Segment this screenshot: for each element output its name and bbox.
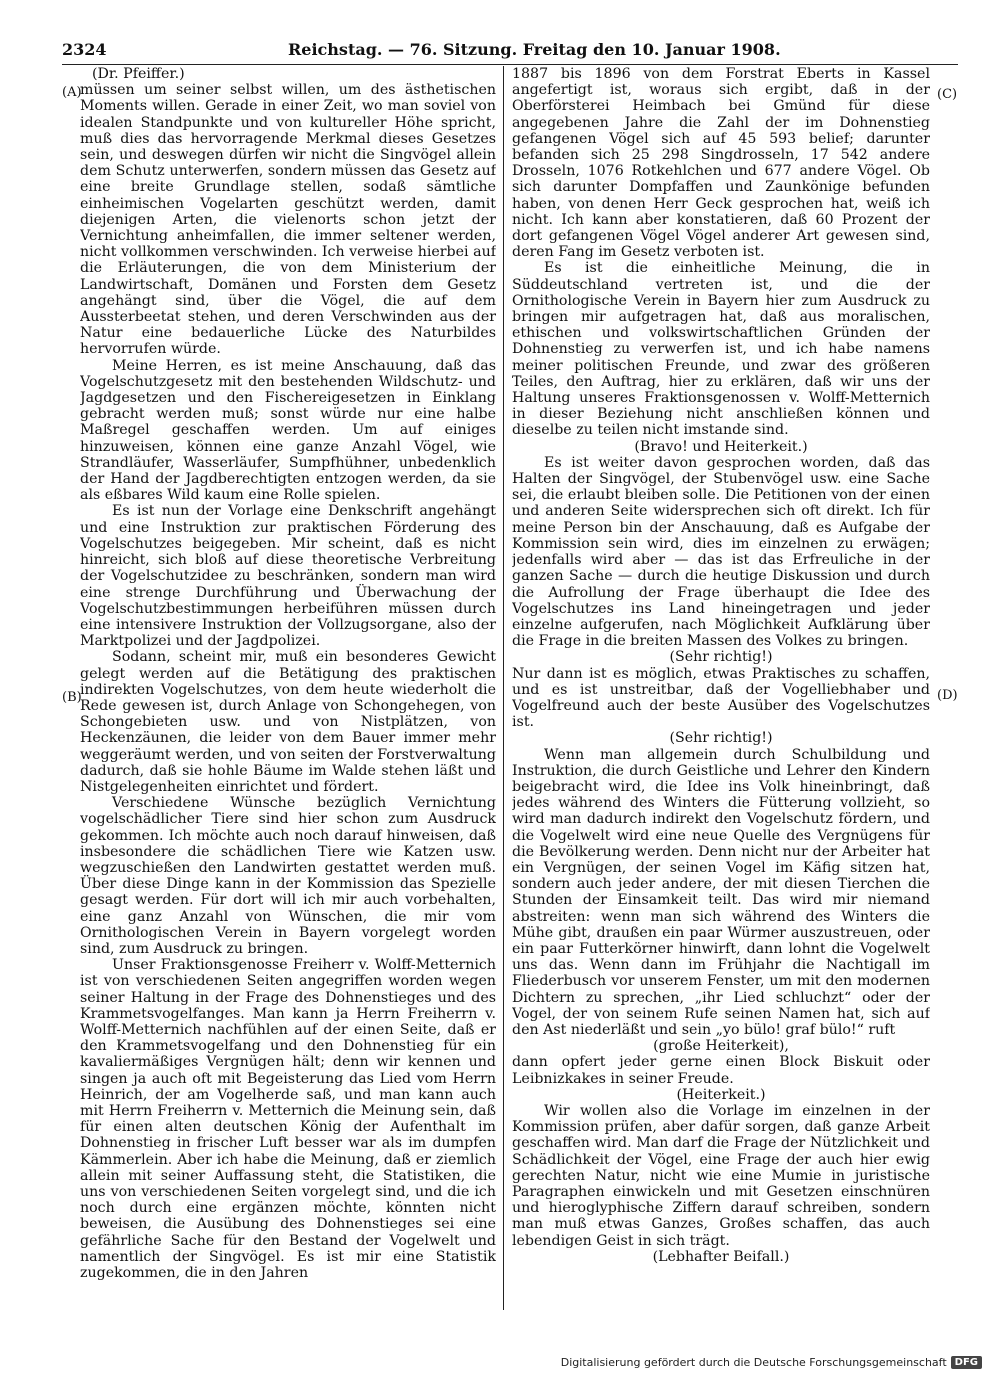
- paragraph: müssen um seiner selbst willen, um des ästhetischen Moments willen. Gerade in einer Zeit, wo man soviel von idealen Standpunkte und von kultureller Höhe spricht, muß dies das hervorragende Merkmal dieses Gesetzes sein, und deswegen dürfen wir nicht die Singvögel allein dem Schutz unterwerfen, sondern müssen das Gesetz auf eine breite Grundlage stellen, sodaß sämtliche einheimischen Vogelarten geschützt werden, damit diejenigen Arten, die vielenorts schon jetzt der Vernichtung anheimfallen, die immer seltener werden, nicht vollkommen verschwinden. Ich verweise hierbei auf die Erläuterungen, die von dem Ministerium der Landwirtschaft, Domänen und Forsten dem Gesetz angehängt sind, über die Vögel, die auf dem Aussterbeetat stehen, und deren Verschwinden aus der Natur eine bedauerliche Lücke des Naturbildes hervorrufen würde.: [80, 82, 496, 358]
- paragraph: Nur dann ist es möglich, etwas Praktisches zu schaffen, und es ist unstreitbar, daß der Vogelliebhaber und Vogelfreund auch der beste Ausüber des Vogelschutzes ist.: [512, 665, 930, 731]
- right-text-column: [512, 66, 930, 1310]
- margin-marker-a: (A): [62, 85, 82, 100]
- page-title: Reichstag. — 76. Sitzung. Freitag den 10. Januar 1908.: [288, 40, 781, 59]
- page-footer: [561, 1356, 982, 1369]
- paragraph: Es ist die einheitliche Meinung, die in Süddeutschland vertreten ist, und die der Ornithologische Verein in Bayern hier zum Ausdruck zu bringen mir aufgetragen hat, daß aus moralischen, ethischen und volkswirtschaftlichen Gründen der Dohnenstieg zu verwerfen ist, und ich habe namens meiner politischen Freunde, und zwar des größeren Teiles, den Auftrag, hier zu erklären, daß wir uns der Haltung unseres Fraktionsgenossen v. Wolff-Metternich in dieser Beziehung nicht anschließen können und dieselbe zu teilen nicht imstande sind.: [512, 260, 930, 439]
- left-text-column: [80, 66, 496, 1310]
- paragraph: Sodann, scheint mir, muß ein besonderes Gewicht gelegt werden auf die Betätigung des praktischen indirekten Vogelschutzes, von dem heute wiederholt die Rede gewesen ist, durch Anlage von Schongehegen, von Schongebieten usw. und von Nistplätzen, von Heckenzäunen, die leider von dem Bauer immer mehr weggeräumt werden, und von seiten der Forstverwaltung dadurch, daß sie hohle Bäume im Walde stehen läßt und Nistgelegenheiten einrichtet und fördert.: [80, 649, 496, 795]
- margin-marker-c: (C): [937, 87, 958, 102]
- interjection: (Lebhafter Beifall.): [652, 1248, 790, 1265]
- margin-marker-d: (D): [937, 688, 958, 703]
- interjection: (Bravo! und Heiterkeit.): [634, 438, 808, 455]
- margin-marker-b: (B): [62, 690, 82, 705]
- paragraph: Meine Herren, es ist meine Anschauung, daß das Vogelschutzgesetz mit den bestehenden Wildschutz- und Jagdgesetzen und den Fischereigesetzen in Einklang gebracht werden muß; sonst würde nur eine halbe Maßregel geschaffen werden. Um auf einiges hinzuweisen, können eine ganze Anzahl Vögel, wie Strandläufer, Wasserläufer, Sumpfhühner, unbedenklich der Hand der Jagdberechtigten entzogen werden, da sie als eßbares Wild kaum eine Rolle spielen.: [80, 357, 496, 504]
- footer-credit: Digitalisierung gefördert durch die Deutsche Forschungsgemeinschaft: [560, 1356, 947, 1369]
- paragraph: Wir wollen also die Vorlage im einzelnen in der Kommission prüfen, aber dafür sorgen, daß ganze Arbeit geschaffen wird. Man darf die Frage der Nützlichkeit und Schädlichkeit der Vögel, eine Frage der auch hier ewig gerechten Natur, nicht wie eine Mumie in juristische Paragraphen einwickeln und mit Gesetzen einschnüren und hieroglyphische Ziffern darauf schreiben, sondern man muß etwas Ganzes, Großes schaffen, das auch lebendigen Geist in sich trägt.: [512, 1103, 930, 1249]
- column-divider: [503, 66, 504, 1310]
- paragraph: 1887 bis 1896 von dem Forstrat Eberts in Kassel angefertigt ist, woraus sich ergibt, daß in der Oberförsterei Heimbach bei Gmünd für diese angegebenen Jahre die Zahl der im Dohnenstieg gefangenen Vögel sich auf 45 593 belief; darunter befanden sich 25 298 Singdrosseln, 17 542 andere Drosseln, 1076 Rotkehlchen und 677 andere Vögel. Ob sich darunter Dompfaffen und Zaunkönige befunden haben, von denen Herr Geck gesprochen hat, weiß ich nicht. Ich kann aber konstatieren, daß 60 Prozent der dort gefangenen Vögel Vögel anderer Art gewesen sind, deren Fang im Gesetz verboten ist.: [512, 66, 930, 261]
- page-header: [62, 36, 960, 62]
- paragraph: Verschiedene Wünsche bezüglich Vernichtung vogelschädlicher Tiere sind hier schon zum Ausdruck gekommen. Ich möchte auch noch darauf hinweisen, daß insbesondere die schädlichen Tiere wie Katzen usw. wegzuschießen den Landwirten gestattet werden muß. Über diese Dinge kann in der Kommission das Spezielle gesagt werden. Für dort will ich mir auch vorbehalten, eine ganz Anzahl von Wünschen, die mir vom Ornithologischen Verein in Bayern vorgelegt worden sind, zum Ausdruck zu bringen.: [80, 795, 496, 957]
- interjection: (große Heiterkeit),: [653, 1038, 789, 1055]
- paragraph: Es ist weiter davon gesprochen worden, daß das Halten der Singvögel, der Stubenvögel usw. eine Sache sei, die erlaubt bleiben solle. Die Petitionen von der einen und anderen Seite widersprechen sich oft direkt. Ich für meine Person bin der Anschauung, daß es Aufgabe der Kommission sein wird, dies im einzelnen zu erwägen; jedenfalls wird aber — das ist das Erfreuliche in der ganzen Sache — durch die heutige Diskussion und durch die Aufrollung der Frage überhaupt die Idee des Vogelschutzes ins Land hineingetragen und jeder einzelne aufgerufen, nach Möglichkeit Aufklärung über die Frage in die breiten Massen des Volkes zu bringen.: [512, 454, 930, 650]
- interjection: (Sehr richtig!): [669, 730, 773, 747]
- page-number: 2324: [62, 40, 107, 59]
- dfg-logo: DFG: [951, 1356, 982, 1369]
- paragraph: Es ist nun der Vorlage eine Denkschrift angehängt und eine Instruktion zur praktischen Förderung des Vogelschutzes beigegeben. Mir scheint, daß es nicht hinreicht, sich bloß auf diese theoretische Verbreitung der Vogelschutzidee zu beschränken, sondern man wird eine strenge Durchführung und Überwachung der Vogelschutzbestimmungen herbeiführen müssen durch eine intensivere Instruktion der Vollzugsorgane, also der Marktpolizei und der Jagdpolizei.: [80, 503, 496, 650]
- paragraph: Wenn man allgemein durch Schulbildung und Instruktion, die durch Geistliche und Lehrer den Kindern beigebracht wird, die Idee ins Volk hineinbringt, daß jedes während des Winters die Fütterung vollzieht, so wird man dadurch indirekt den Vogelschutz fördern, und die Vogelwelt wird eine neue Quelle des Vergnügens für die Bevölkerung werden. Denn nicht nur der Arbeiter hat ein Vergnügen, der seinen Vogel im Käfig sitzen hat, sondern auch jeder andere, der mit diesen Tierchen die Stunden der Einsamkeit teilt. Das wird mir niemand abstreiten: wenn man sich während des Winters die Mühe gibt, draußen ein paar Würmer auszustreuen, oder ein paar Futterkörner hinwirft, dann lohnt die Vogelwelt uns das. Wenn dann im Frühjahr die Nachtigall im Fliederbusch vor unserem Fenster, um mit den modernen Dichtern zu sprechen, „ihr Lied schluchzt“ oder der Vogel, der von seinem Rufe seinen Namen hat, sich auf den Ast niederläßt und sein „yo bülo! graf bülo!“ ruft: [512, 746, 930, 1038]
- paragraph: dann opfert jeder gerne einen Block Biskuit oder Leibnizkakes in seiner Freude.: [512, 1054, 930, 1087]
- interjection: (Sehr richtig!): [669, 649, 773, 666]
- speaker-label: (Dr. Pfeiffer.): [92, 66, 185, 82]
- paragraph: Unser Fraktionsgenosse Freiherr v. Wolff-Metternich ist von verschiedenen Seiten angegriffen worden wegen seiner Haltung in der Frage des Dohnenstieges und des Krammetsvogelfanges. Man kann ja Herrn Freiherrn v. Wolff-Metternich nachfühlen auf der einen Seite, daß er den Krammetsvogelfang und den Dohnenstieg für ein kavaliermäßiges Vergnügen hält; denn wir kennen und singen ja auch oft mit Begeisterung das Lied vom Herrn Heinrich, der am Vogelherde saß, und man kann auch mit Herrn Freiherrn v. Metternich die Meinung sein, daß für einen alten deutschen König der Aufenthalt im Dohnenstieg in frischer Luft besser war als im dumpfen Kämmerlein. Aber ich habe die Meinung, daß er ziemlich allein mit seiner Auffassung steht, die Statistiken, die uns von verschiedenen Seiten vorgelegt sind, und die ich noch durch eine ergänzen möchte, könnten nicht beweisen, die Ausübung des Dohnenstieges sei eine gefährliche Sache für den Bestand der Vogelwelt und namentlich der Singvögel. Es ist mir eine Statistik zugekommen, die in den Jahren: [80, 957, 496, 1282]
- header-rule: [62, 64, 958, 65]
- interjection: (Heiterkeit.): [676, 1086, 766, 1103]
